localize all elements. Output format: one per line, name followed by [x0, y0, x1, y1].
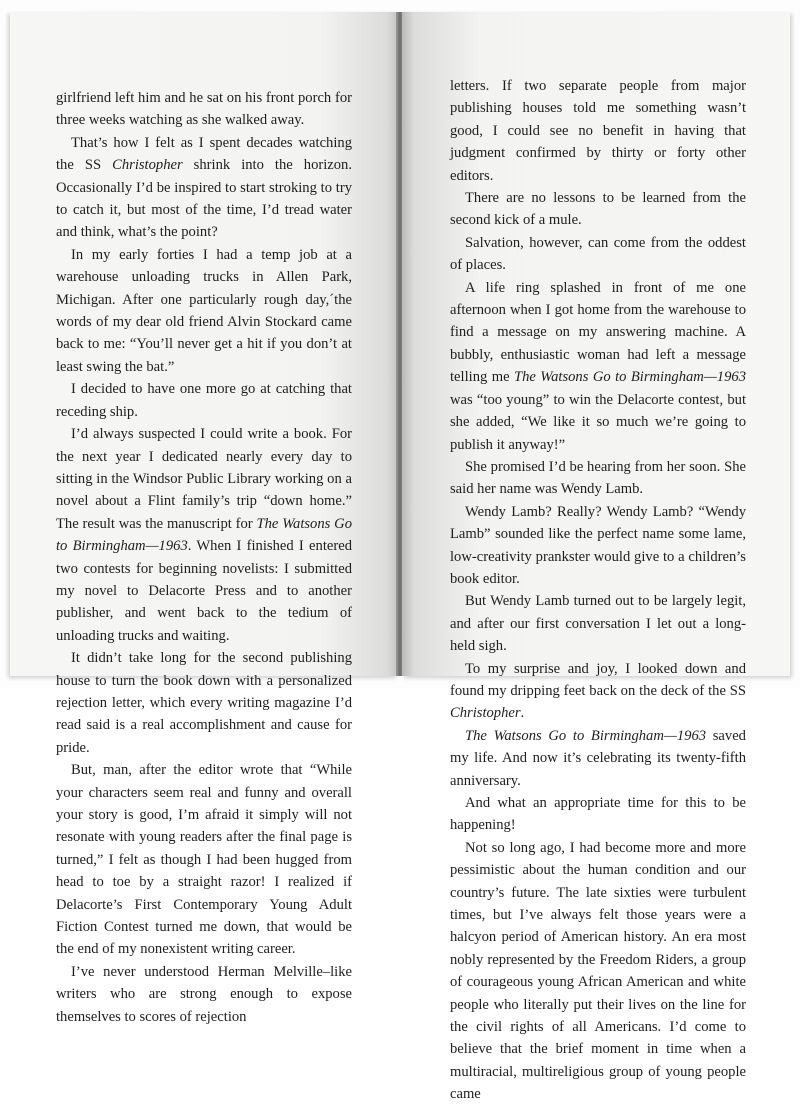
paragraph [450, 837, 746, 1106]
paragraph-text: Salvation, however, can come from the oddest of places. [450, 234, 746, 274]
left-page [10, 12, 398, 1025]
left-page-text [56, 87, 352, 1028]
paragraph-text: And what an appropriate time for this to be happening! [450, 795, 746, 834]
paragraph-text: I decided to have one more go at catching that receding ship. [56, 381, 352, 420]
paragraph [450, 232, 746, 277]
paragraph-text: I’ve never understood Herman Melville–like writers who are strong enough to expose themselves to scores of rejection [56, 963, 352, 1025]
paragraph-text: A life ring splashed in front of me one afternoon when I got home from the warehouse to find a message on my answering machine. A bubbly, enthusiastic woman had left a message telling me [450, 279, 746, 386]
paragraph [450, 501, 746, 591]
paragraph [450, 187, 746, 232]
paragraph-text: To my surprise and joy, I looked down and found my dripping feet back on the deck of the SS [450, 660, 746, 699]
paragraph [56, 87, 352, 132]
paragraph-text: She promised I’d be hearing from her soon. She said her name was Wendy Lamb. [450, 458, 746, 498]
italic-title-text: The Watsons Go to Birmingham—1963 [513, 369, 746, 386]
paragraph-text: . [520, 705, 525, 722]
italic-title-text: Christopher [112, 157, 183, 174]
paragraph-text: saved my life. And now it’s celebrating its twenty-fifth anniversary. [450, 727, 746, 789]
paragraph-text: Wendy Lamb? Really? Wendy Lamb? “Wendy Lamb” sounded like the perfect name some lame, low-creativity prankster would give to a children’s book editor. [450, 503, 746, 587]
paragraph-text: . When I finished I entered two contests for beginning novelists: I submitted my novel to Delacorte Press and to another publisher, and went back to the tedium of unloading trucks and waiting. [56, 538, 352, 644]
paragraph [450, 590, 746, 657]
paragraph [56, 244, 352, 378]
italic-title-text: Christopher [450, 705, 521, 722]
paragraph-text: was “too young” to win the Delacorte contest, but she added, “We like it so much we’re going to publish it anyway!” [450, 391, 746, 453]
paragraph [450, 658, 746, 725]
right-page-text [450, 75, 746, 1106]
paragraph-text: There are no lessons to be learned from the second kick of a mule. [450, 190, 746, 229]
paragraph [56, 647, 352, 759]
paragraph-text: It didn’t take long for the second publishing house to turn the book down with a personalized rejection letter, which every writing magazine I’d read said is a real accomplishment and cause for pride. [56, 650, 352, 756]
paragraph-text: In my early forties I had a temp job at a warehouse unloading trucks in Allen Park, Michigan. After one particularly rough day,´the words of my dear old friend Alvin Stockard came back to me: “You’ll never get a hit if you don’t at least swing the bat.” [56, 246, 352, 375]
paragraph [450, 725, 746, 792]
paragraph [56, 759, 352, 961]
paragraph-text: girlfriend left him and he sat on his front porch for three weeks watching as she walked away. [56, 90, 352, 129]
paragraph-text: That’s how I felt as I spent decades watching the SS [56, 134, 352, 174]
paragraph [56, 961, 352, 1028]
paragraph [56, 423, 352, 647]
paragraph [56, 132, 352, 244]
paragraph-text: I’d always suspected I could write a book. For the next year I dedicated nearly every day to sitting in the Windsor Public Library working on a novel about a Flint family’s trip “down home.” The result was the manuscript for [56, 426, 352, 532]
paragraph [450, 75, 746, 187]
paragraph [56, 378, 352, 423]
paragraph-text: Not so long ago, I had become more and more pessimistic about the human condition and our country’s future. The late sixties were turbulent times, but I’ve always felt those years were a halcyon period of American history. An era most nobly represented by the Freedom Riders, a group of courageous young African American and white people who literally put their lives on the line for the civil rights of all Americans. I’d come to believe that the brief moment in time when a multiracial, multireligious group of young people came [450, 839, 746, 1103]
paragraph [450, 456, 746, 501]
paragraph-text: letters. If two separate people from major publishing houses told me something wasn’t good, I could see no benefit in having that judgment confirmed by thirty or forty other editors. [450, 78, 746, 184]
paragraph-text: But, man, after the editor wrote that “While your characters seem real and funny and overall your story is good, I’m afraid it simply will not resonate with young readers after the final page is turned,” I felt as though I had been hugged from head to toe by a straight razor! I realized if Delacorte’s First Contemporary Young Adult Fiction Contest turned me down, that would be the end of my nonexistent writing career. [56, 762, 352, 958]
right-page [402, 12, 790, 1103]
paragraph-text: But Wendy Lamb turned out to be largely legit, and after our first conversation I let out a long-held sigh. [450, 593, 746, 655]
italic-title-text: The Watsons Go to Birmingham—1963 [465, 727, 707, 744]
paragraph [450, 792, 746, 837]
italic-title-text: The Watsons Go to Birmingham—1963 [56, 515, 352, 555]
paragraph [450, 277, 746, 456]
paragraph-text: shrink into the horizon. Occasionally I’d be inspired to start stroking to try to catch it, but most of the time, I’d tread water and think, what’s the point? [56, 157, 352, 241]
